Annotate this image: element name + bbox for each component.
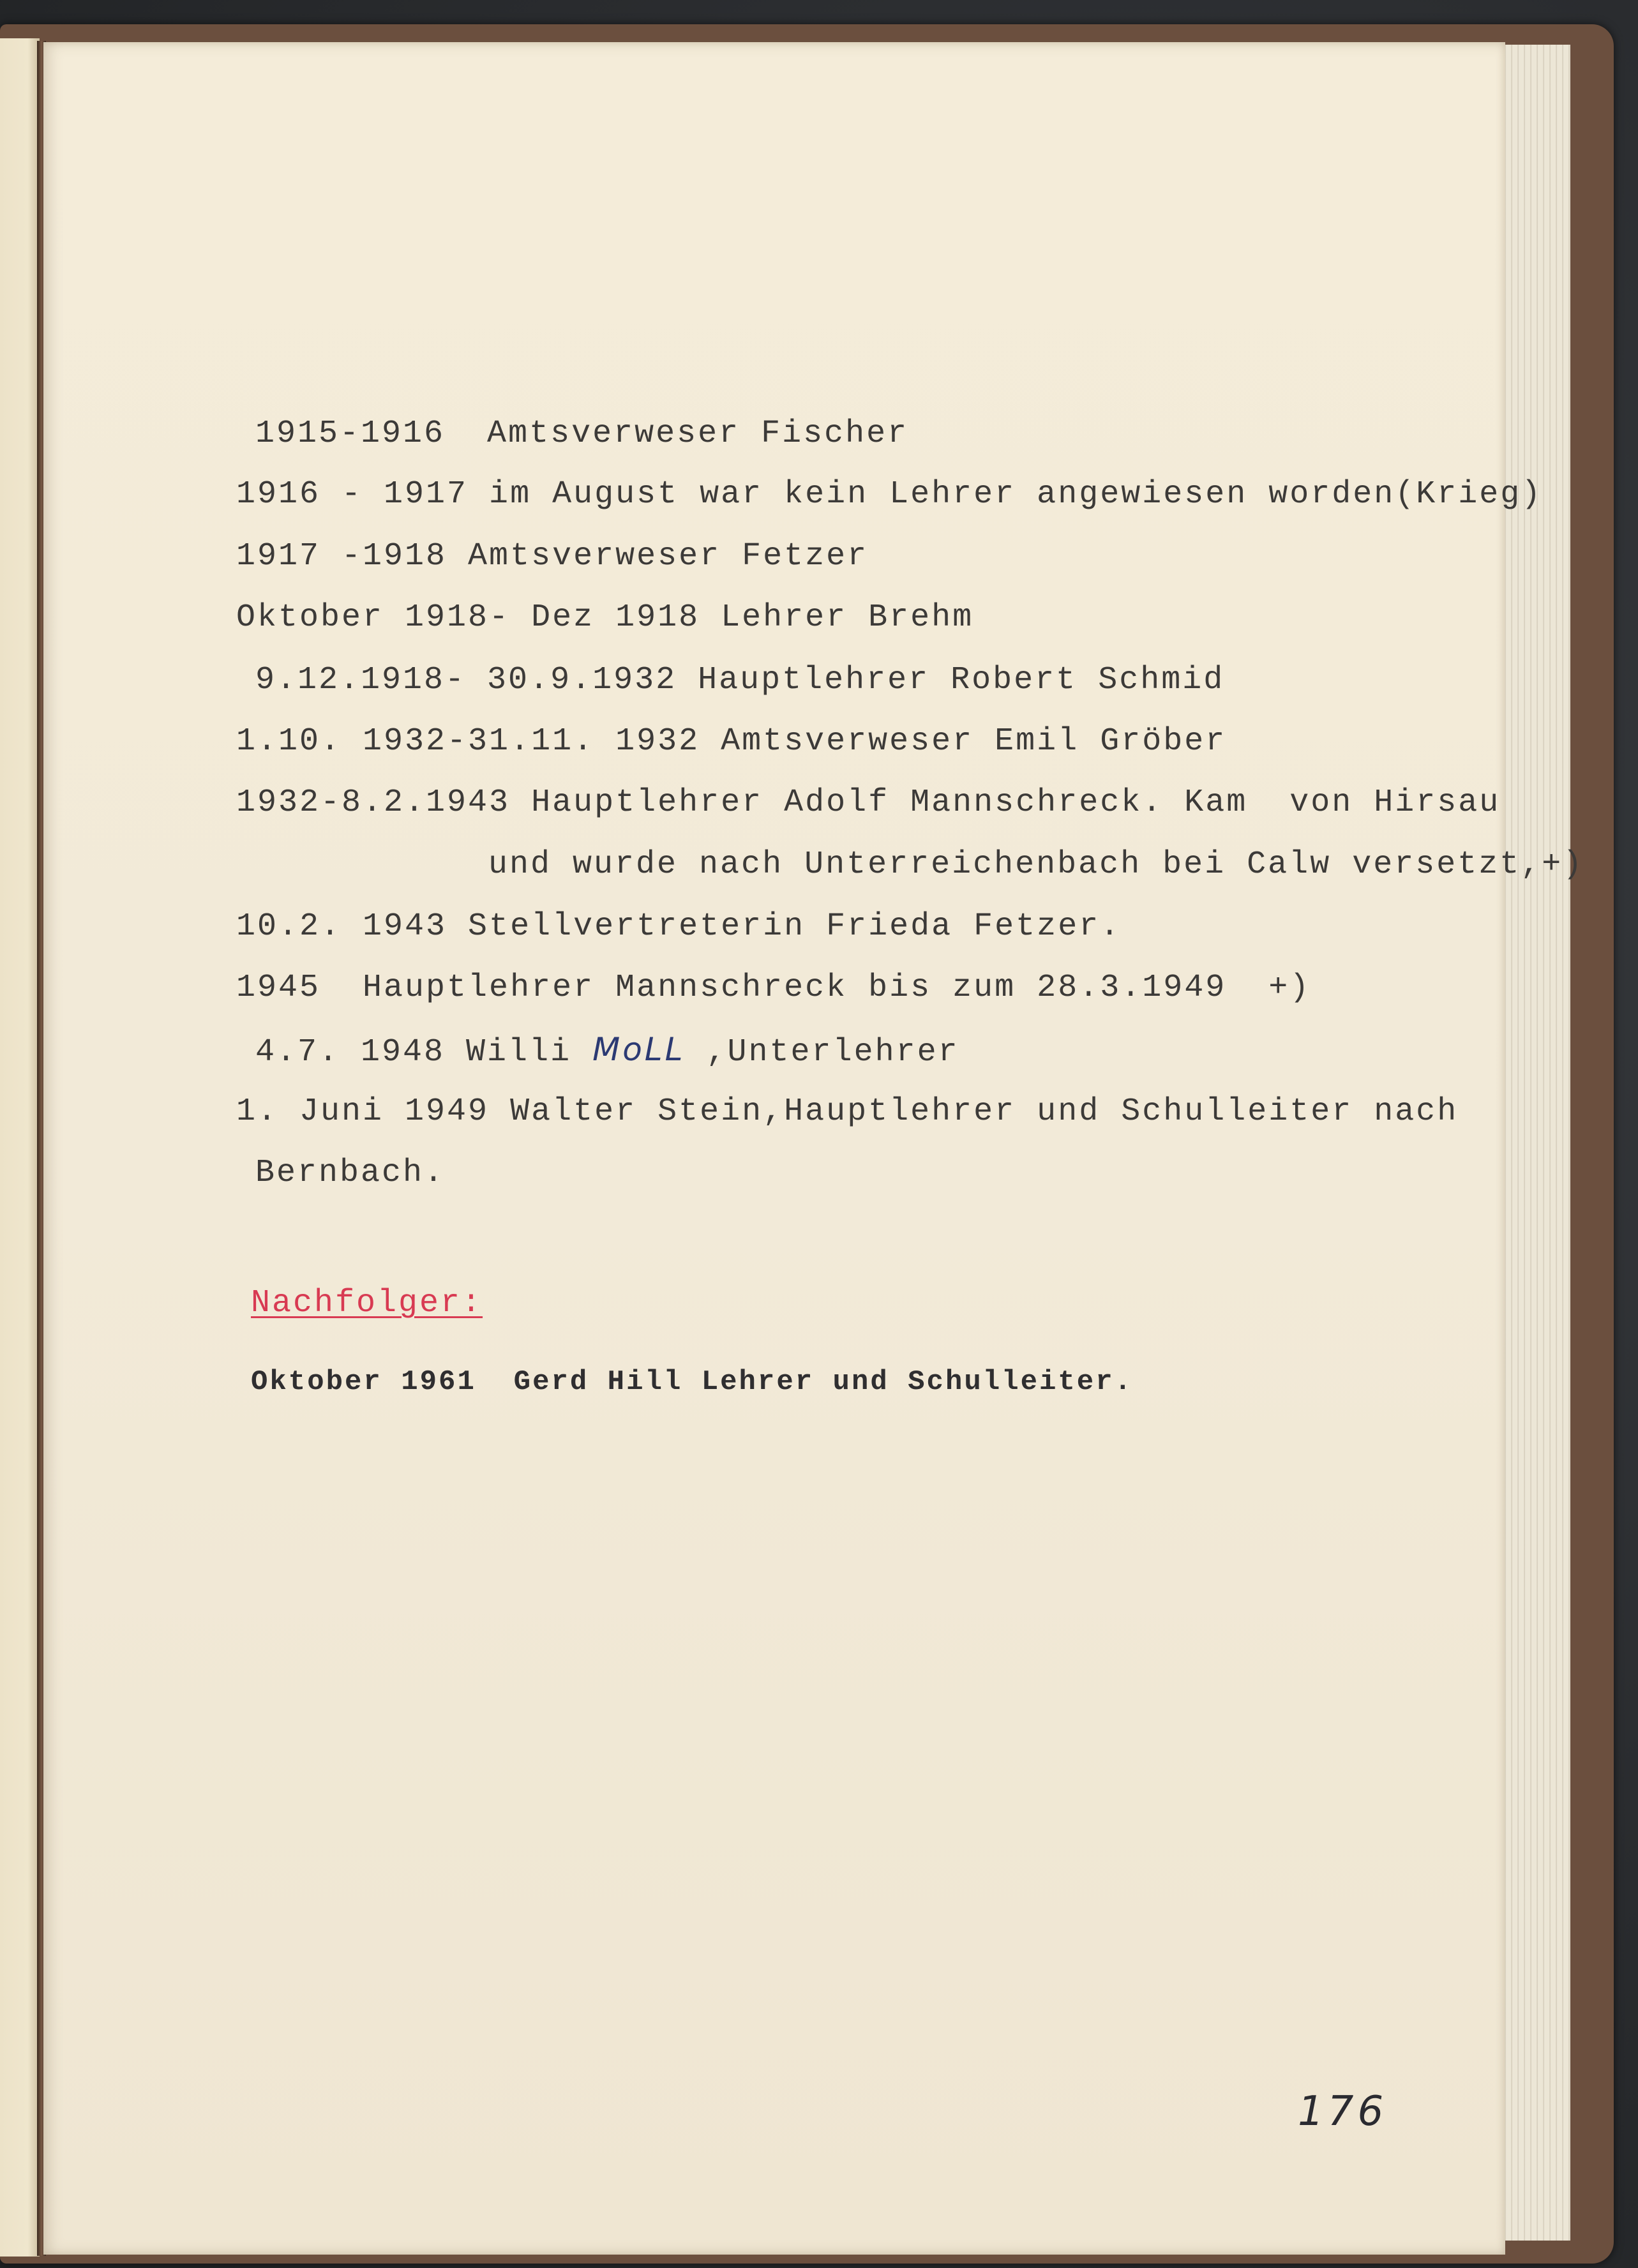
entry-line-3: 1917 -1918 Amtsverweser Fetzer <box>236 538 869 575</box>
entry-line-bernbach: Bernbach. <box>255 1155 446 1191</box>
entry-line-6: 1.10. 1932-31.11. 1932 Amtsverweser Emil Gröber <box>236 723 1227 760</box>
successor-entry: Oktober 1961 Gerd Hill Lehrer und Schulleiter. <box>251 1366 1134 1398</box>
willi-prefix: 4.7. 1948 Willi <box>255 1034 593 1070</box>
entry-line-4: Oktober 1918- Dez 1918 Lehrer Brehm <box>236 599 974 636</box>
entry-line-2: 1916 - 1917 im August war kein Lehrer angewiesen worden(Krieg) <box>236 476 1543 513</box>
page-stack-edges <box>1500 45 1570 2241</box>
left-page-edge <box>0 38 40 2257</box>
entry-line-8: und wurde nach Unterreichenbach bei Calw versetzt,+) <box>488 846 1584 883</box>
entry-line-willi <box>255 1031 959 1070</box>
entry-line-stein: 1. Juni 1949 Walter Stein,Hauptlehrer und Schulleiter nach <box>236 1093 1459 1130</box>
entry-line-5: 9.12.1918- 30.9.1932 Hauptlehrer Robert Schmid <box>255 662 1225 698</box>
willi-suffix: ,Unterlehrer <box>685 1034 959 1070</box>
document-page <box>43 42 1584 2255</box>
entry-line-9: 10.2. 1943 Stellvertreterin Frieda Fetzer. <box>236 908 1122 945</box>
entry-line-10: 1945 Hauptlehrer Mannschreck bis zum 28.3.1949 +) <box>236 970 1311 1006</box>
handwritten-name: MoLL <box>592 1031 686 1068</box>
entry-line-1: 1915-1916 Amtsverweser Fischer <box>255 416 909 452</box>
handwritten-page-number: 176 <box>1298 2088 1388 2135</box>
successor-heading <box>251 1285 483 1321</box>
successor-heading-text: Nachfolger: <box>251 1285 483 1321</box>
entry-line-7: 1932-8.2.1943 Hauptlehrer Adolf Mannschreck. Kam von Hirsau <box>236 785 1501 821</box>
